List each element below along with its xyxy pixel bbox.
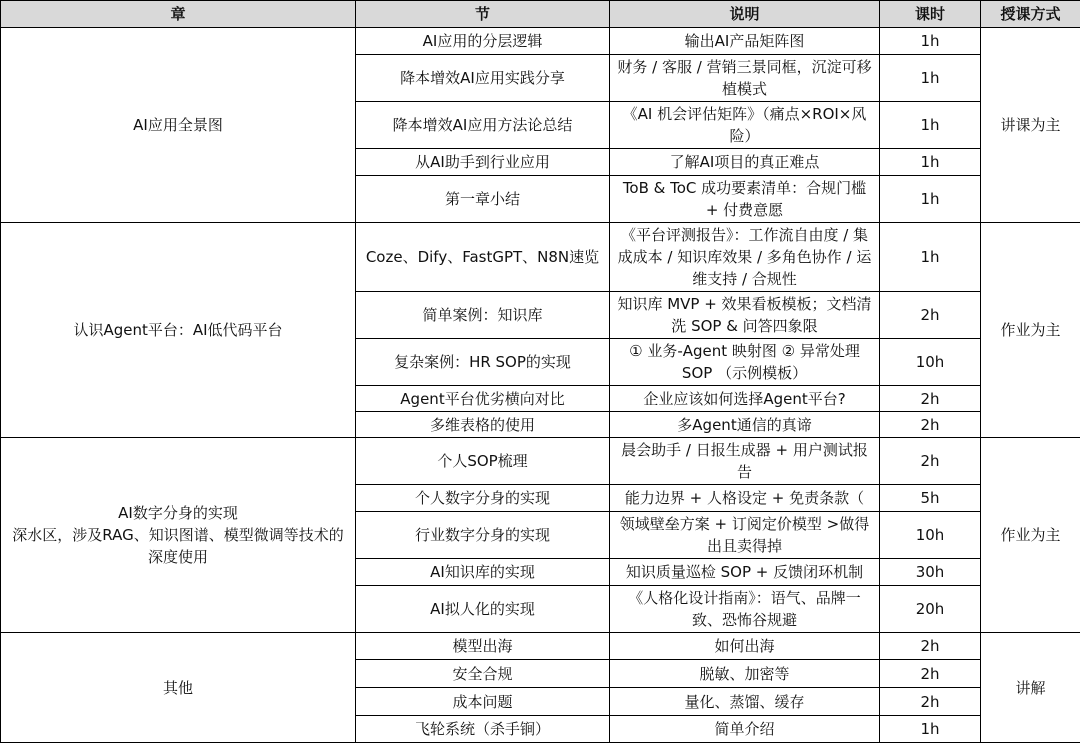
section-description: 财务 / 客服 / 营销三景同框，沉淀可移植模式 — [610, 55, 880, 102]
section-name: 复杂案例：HR SOP的实现 — [356, 339, 610, 386]
header-hours: 课时 — [880, 1, 981, 28]
chapter-title: 认识Agent平台：AI低代码平台 — [1, 223, 356, 438]
section-description: 脱敏、加密等 — [610, 660, 880, 688]
header-row — [1, 1, 1080, 28]
section-description: 输出AI产品矩阵图 — [610, 28, 880, 55]
section-hours: 1h — [880, 55, 981, 102]
section-name: 从AI助手到行业应用 — [356, 149, 610, 176]
section-description: 领域壁垒方案 + 订阅定价模型 >做得出且卖得掉 — [610, 512, 880, 559]
section-name: 飞轮系统（杀手锏） — [356, 716, 610, 743]
section-hours: 1h — [880, 223, 981, 292]
teaching-method: 作业为主 — [981, 438, 1080, 633]
header-teaching-method: 授课方式 — [981, 1, 1080, 28]
section-name: 模型出海 — [356, 633, 610, 660]
section-hours: 2h — [880, 292, 981, 339]
section-hours: 5h — [880, 485, 981, 512]
section-hours: 10h — [880, 339, 981, 386]
section-description: 《平台评测报告》：工作流自由度 / 集成成本 / 知识库效果 / 多角色协作 / 运维支持 / 合规性 — [610, 223, 880, 292]
section-name: 行业数字分身的实现 — [356, 512, 610, 559]
section-hours: 2h — [880, 660, 981, 688]
section-description: 量化、蒸馏、缓存 — [610, 688, 880, 716]
chapter-title: 其他 — [1, 633, 356, 743]
section-name: 降本增效AI应用实践分享 — [356, 55, 610, 102]
section-hours: 10h — [880, 512, 981, 559]
section-description: 能力边界 + 人格设定 + 免责条款（ — [610, 485, 880, 512]
section-name: 降本增效AI应用方法论总结 — [356, 102, 610, 149]
header-section: 节 — [356, 1, 610, 28]
section-description: 知识质量巡检 SOP + 反馈闭环机制 — [610, 559, 880, 586]
section-name: Coze、Dify、FastGPT、N8N速览 — [356, 223, 610, 292]
table-row — [1, 633, 1080, 660]
teaching-method: 作业为主 — [981, 223, 1080, 438]
section-hours: 1h — [880, 102, 981, 149]
header-description: 说明 — [610, 1, 880, 28]
teaching-method: 讲课为主 — [981, 28, 1080, 223]
table-row — [1, 438, 1080, 485]
section-description: 知识库 MVP + 效果看板模板；文档清洗 SOP & 问答四象限 — [610, 292, 880, 339]
section-hours: 2h — [880, 438, 981, 485]
section-description: 多Agent通信的真谛 — [610, 412, 880, 438]
section-name: AI拟人化的实现 — [356, 586, 610, 633]
section-description: 《AI 机会评估矩阵》（痛点×ROI×风险） — [610, 102, 880, 149]
section-hours: 2h — [880, 412, 981, 438]
section-hours: 1h — [880, 28, 981, 55]
chapter-subtitle: 深水区，涉及RAG、知识图谱、模型微调等技术的深度使用 — [7, 524, 349, 568]
section-name: Agent平台优劣横向对比 — [356, 386, 610, 412]
section-name: 多维表格的使用 — [356, 412, 610, 438]
table-row — [1, 223, 1080, 292]
section-hours: 1h — [880, 176, 981, 223]
section-description: 《人格化设计指南》：语气、品牌一致、恐怖谷规避 — [610, 586, 880, 633]
teaching-method: 讲解 — [981, 633, 1080, 743]
section-name: 个人数字分身的实现 — [356, 485, 610, 512]
section-description: 简单介绍 — [610, 716, 880, 743]
section-hours: 1h — [880, 149, 981, 176]
section-hours: 2h — [880, 386, 981, 412]
section-name: 第一章小结 — [356, 176, 610, 223]
section-name: 成本问题 — [356, 688, 610, 716]
chapter-title: AI应用全景图 — [1, 28, 356, 223]
section-name: AI知识库的实现 — [356, 559, 610, 586]
section-description: 如何出海 — [610, 633, 880, 660]
section-description: 晨会助手 / 日报生成器 + 用户测试报告 — [610, 438, 880, 485]
section-name: 简单案例：知识库 — [356, 292, 610, 339]
section-name: 安全合规 — [356, 660, 610, 688]
header-chapter: 章 — [1, 1, 356, 28]
table-row — [1, 28, 1080, 55]
section-hours: 30h — [880, 559, 981, 586]
chapter-title-cell — [1, 438, 356, 633]
section-hours: 2h — [880, 688, 981, 716]
section-description: 企业应该如何选择Agent平台? — [610, 386, 880, 412]
section-hours: 2h — [880, 633, 981, 660]
section-hours: 1h — [880, 716, 981, 743]
section-description: 了解AI项目的真正难点 — [610, 149, 880, 176]
section-name: 个人SOP梳理 — [356, 438, 610, 485]
section-name: AI应用的分层逻辑 — [356, 28, 610, 55]
chapter-title: AI数字分身的实现 — [7, 502, 349, 524]
section-description: ToB & ToC 成功要素清单：合规门槛 + 付费意愿 — [610, 176, 880, 223]
section-hours: 20h — [880, 586, 981, 633]
section-description: ① 业务-Agent 映射图 ② 异常处理 SOP （示例模板） — [610, 339, 880, 386]
